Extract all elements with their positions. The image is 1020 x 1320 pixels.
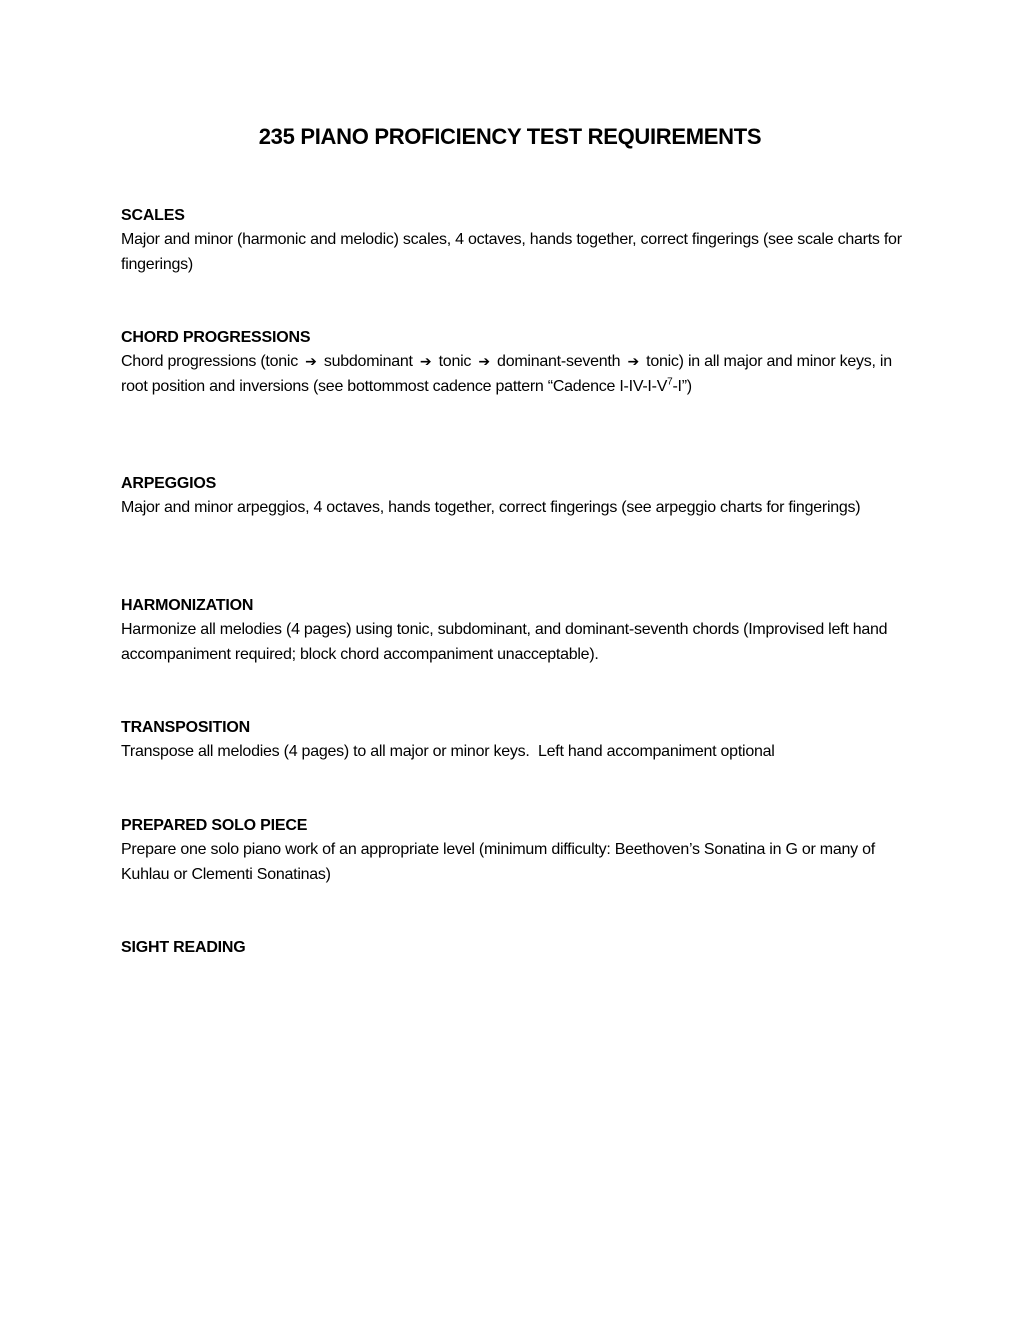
section-body-scales: Major and minor (harmonic and melodic) scales, 4 octaves, hands together, correct fingerings (see scale charts for fingerings) bbox=[121, 231, 902, 273]
right-arrow-icon: ➔ bbox=[627, 354, 639, 370]
chord-progression-text-2: subdominant bbox=[323, 353, 413, 370]
chord-progression-text-6: -I”) bbox=[672, 377, 692, 395]
section-scales bbox=[121, 204, 911, 277]
section-sight-reading bbox=[121, 936, 911, 960]
right-arrow-icon: ➔ bbox=[478, 354, 490, 370]
chord-progression-text-3: tonic bbox=[438, 353, 472, 370]
section-heading-transposition: TRANSPOSITION bbox=[121, 719, 250, 736]
chord-progression-text-5: tonic) in all major and minor keys, in root position and inversions (see bottommost cadence pattern “Cadence I-IV-I-V bbox=[121, 353, 892, 395]
section-transposition bbox=[121, 716, 911, 765]
chord-progression-text-1: Chord progressions (tonic bbox=[121, 353, 298, 370]
section-arpeggios bbox=[121, 472, 911, 521]
section-chord-progressions bbox=[121, 326, 911, 399]
section-prepared-solo-piece bbox=[121, 814, 911, 887]
section-heading-harmonization: HARMONIZATION bbox=[121, 597, 254, 614]
page-title: 235 PIANO PROFICIENCY TEST REQUIREMENTS bbox=[258, 124, 762, 149]
section-heading-prepared-solo-piece: PREPARED SOLO PIECE bbox=[121, 817, 308, 834]
section-harmonization bbox=[121, 594, 911, 667]
section-heading-sight-reading: SIGHT READING bbox=[121, 939, 246, 956]
section-heading-chord-progressions: CHORD PROGRESSIONS bbox=[121, 329, 311, 346]
section-body-chord-progressions bbox=[121, 350, 911, 399]
section-body-harmonization: Harmonize all melodies (4 pages) using tonic, subdominant, and dominant-seventh chords (Improvised left hand accompaniment required; block chord accompaniment unacceptable). bbox=[121, 621, 888, 663]
section-heading-scales: SCALES bbox=[121, 207, 185, 224]
chord-progression-text-4: dominant-seventh bbox=[497, 353, 621, 370]
superscript-seven: 7 bbox=[667, 376, 673, 388]
section-heading-arpeggios: ARPEGGIOS bbox=[121, 475, 217, 492]
section-body-arpeggios: Major and minor arpeggios, 4 octaves, hands together, correct fingerings (see arpeggio charts for fingerings) bbox=[121, 499, 861, 516]
right-arrow-icon: ➔ bbox=[305, 354, 317, 370]
right-arrow-icon: ➔ bbox=[419, 354, 432, 370]
section-body-transposition: Transpose all melodies (4 pages) to all major or minor keys. Left hand accompaniment optional bbox=[121, 743, 775, 760]
section-body-prepared-solo-piece: Prepare one solo piano work of an appropriate level (minimum difficulty: Beethoven’s Sonatina in G or many of Kuhlau or Clementi Sonatinas) bbox=[121, 841, 875, 883]
